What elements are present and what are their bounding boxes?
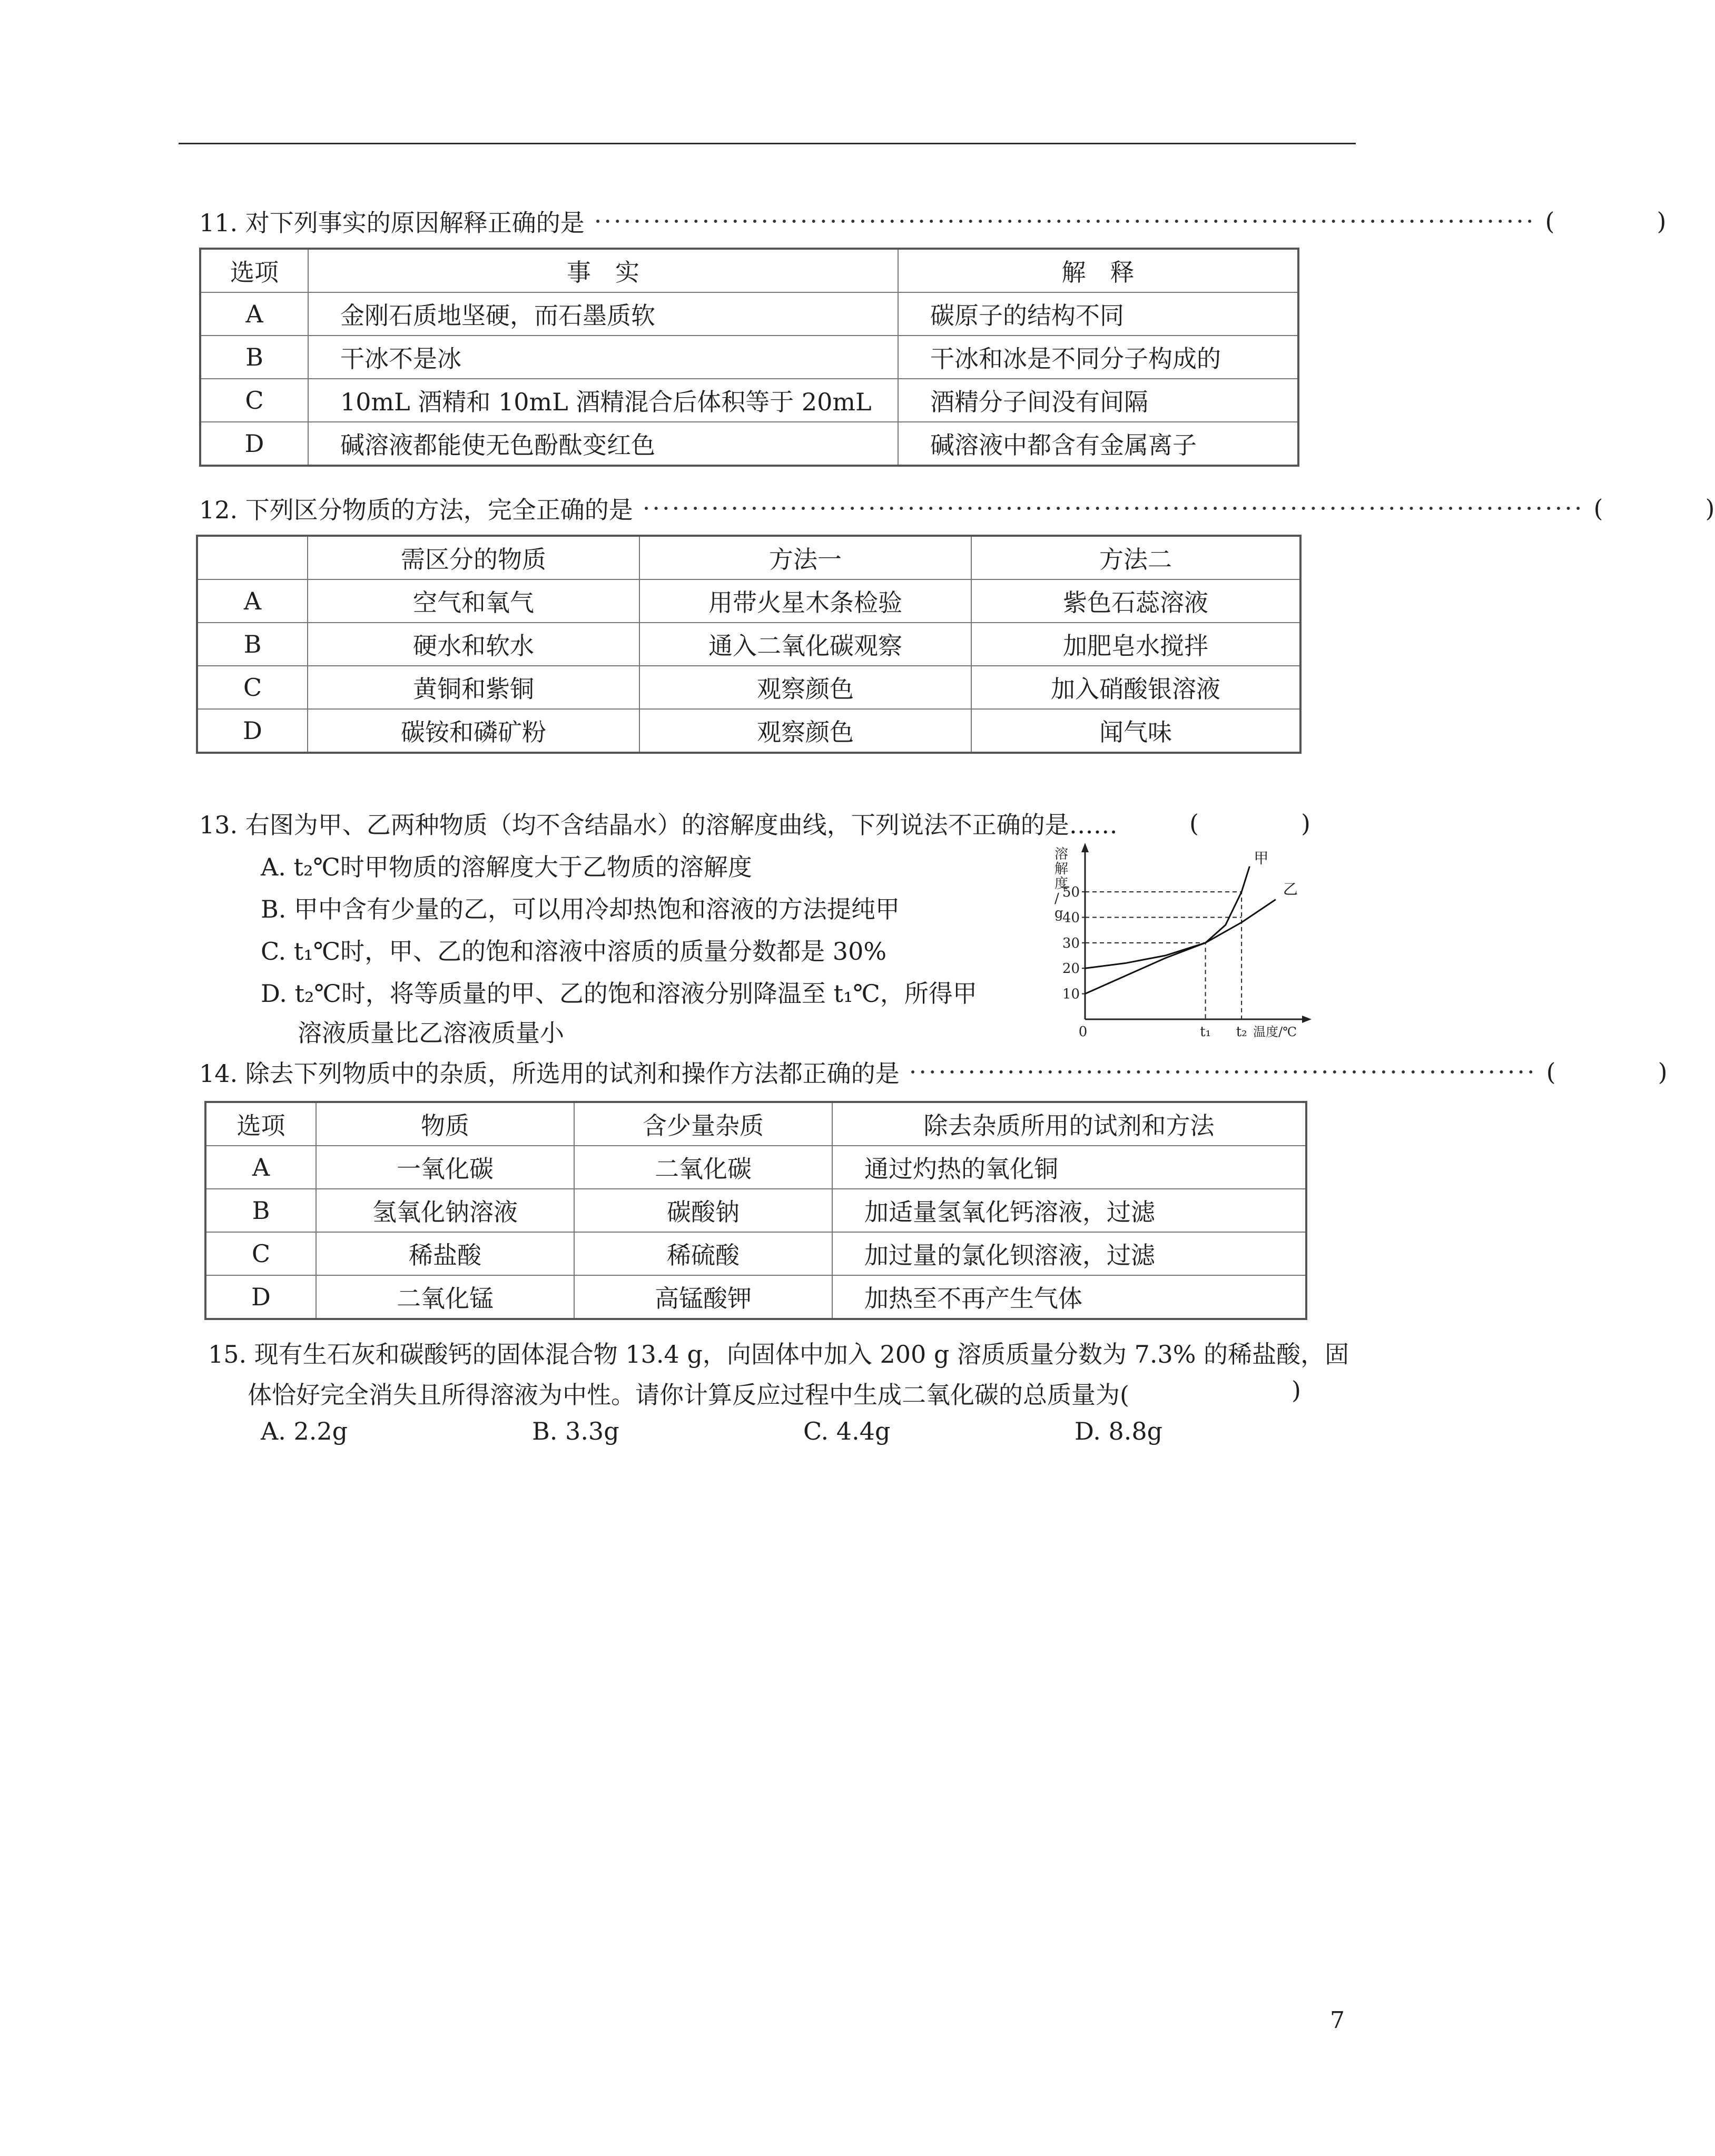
option-cell: B: [197, 623, 308, 666]
q12-stem: 12. 下列区分物质的方法，完全正确的是: [199, 496, 633, 524]
option-cell: C: [197, 666, 308, 709]
table-row: [197, 709, 1300, 753]
q12-table: [196, 535, 1302, 754]
impurity-cell: 稀硫酸: [574, 1232, 832, 1275]
method2-cell: 加肥皂水搅拌: [971, 623, 1300, 666]
q13-option-d[interactable]: D. t₂℃时，将等质量的甲、乙的饱和溶液分别降温至 t₁℃，所得甲: [261, 979, 977, 1008]
header-cell: 事 实: [308, 249, 898, 292]
header-cell: 选项: [200, 249, 308, 292]
q15-answer-paren-close[interactable]: ): [1292, 1376, 1301, 1404]
q13-option-c[interactable]: C. t₁℃时，甲、乙的饱和溶液中溶质的质量分数都是 30%: [261, 937, 887, 966]
method2-cell: 紫色石蕊溶液: [971, 579, 1300, 623]
fact-cell: 金刚石质地坚硬，而石墨质软: [308, 292, 898, 336]
q13-stem-line: [199, 805, 1310, 842]
y-tick-label: 20: [1062, 961, 1080, 977]
y-tick-label: 10: [1062, 986, 1080, 1002]
substance-cell: 二氧化锰: [316, 1275, 574, 1319]
q15-option-d[interactable]: D. 8.8g: [1075, 1417, 1163, 1445]
q13-option-b[interactable]: B. 甲中含有少量的乙，可以用冷却热饱和溶液的方法提纯甲: [261, 895, 900, 923]
table-row: [197, 579, 1300, 623]
table-row: [200, 336, 1298, 379]
q12-stem-line: 12. 下列区分物质的方法，完全正确的是 ································································································ ( ): [199, 490, 1305, 527]
method-cell: 加适量氢氧化钙溶液，过滤: [832, 1189, 1306, 1232]
method1-cell: 用带火星木条检验: [639, 579, 971, 623]
method2-cell: 闻气味: [971, 709, 1300, 753]
q13-answer-paren[interactable]: ( ): [1189, 809, 1310, 838]
method2-cell: 加入硝酸银溶液: [971, 666, 1300, 709]
table-header-row: [205, 1102, 1306, 1146]
t1-guide: [1085, 943, 1206, 1019]
header-rule: [179, 143, 1356, 144]
header-cell: 选项: [205, 1102, 316, 1146]
option-cell: D: [205, 1275, 316, 1319]
explanation-cell: 碱溶液中都含有金属离子: [898, 422, 1298, 466]
impurity-cell: 碳酸钠: [574, 1189, 832, 1232]
table-row: [205, 1146, 1306, 1189]
substance-cell: 空气和氧气: [308, 579, 639, 623]
q14-stem: 14. 除去下列物质中的杂质，所选用的试剂和操作方法都正确的是: [199, 1059, 900, 1088]
x-tick-label: t₁: [1200, 1024, 1211, 1040]
table-header-row: [197, 536, 1300, 579]
series-label: 甲: [1254, 849, 1269, 867]
y-tick-label: 50: [1062, 884, 1080, 901]
y-tick-label: 30: [1062, 935, 1080, 951]
substance-cell: 稀盐酸: [316, 1232, 574, 1275]
q15-stem-line1: 15. 现有生石灰和碳酸钙的固体混合物 13.4 g，向固体中加入 200 g 溶质质量分数为 7.3% 的稀盐酸，固: [208, 1340, 1349, 1369]
explanation-cell: 碳原子的结构不同: [898, 292, 1298, 336]
header-cell: 除去杂质所用的试剂和方法: [832, 1102, 1306, 1146]
option-cell: B: [205, 1189, 316, 1232]
q13-option-d-continued: 溶液质量比乙溶液质量小: [298, 1019, 564, 1047]
substance-cell: 硬水和软水: [308, 623, 639, 666]
table-row: [197, 666, 1300, 709]
header-cell: 方法一: [639, 536, 971, 579]
impurity-cell: 高锰酸钾: [574, 1275, 832, 1319]
q15-option-c[interactable]: C. 4.4g: [803, 1417, 891, 1445]
explanation-cell: 干冰和冰是不同分子构成的: [898, 336, 1298, 379]
option-cell: A: [200, 292, 308, 336]
q13-option-a[interactable]: A. t₂℃时甲物质的溶解度大于乙物质的溶解度: [261, 853, 752, 881]
series-label: 乙: [1283, 880, 1298, 898]
option-cell: D: [197, 709, 308, 753]
method-cell: 加过量的氯化钡溶液，过滤: [832, 1232, 1306, 1275]
q15-option-a[interactable]: A. 2.2g: [261, 1417, 348, 1445]
option-cell: D: [200, 422, 308, 466]
q11-table: [199, 248, 1299, 467]
header-cell: 含少量杂质: [574, 1102, 832, 1146]
method1-cell: 通入二氧化碳观察: [639, 623, 971, 666]
origin-label: 0: [1078, 1024, 1088, 1040]
option-cell: B: [200, 336, 308, 379]
y-axis-label: 溶: [1054, 846, 1069, 862]
header-cell: 解 释: [898, 249, 1298, 292]
fact-cell: 干冰不是冰: [308, 336, 898, 379]
substance-cell: 一氧化碳: [316, 1146, 574, 1189]
table-row: [200, 422, 1298, 466]
option-cell: C: [205, 1232, 316, 1275]
substance-cell: 碳铵和磷矿粉: [308, 709, 639, 753]
substance-cell: 黄铜和紫铜: [308, 666, 639, 709]
q12-answer-paren[interactable]: ( ): [1593, 494, 1715, 523]
table-row: [200, 379, 1298, 422]
y-axis-label: 度: [1054, 876, 1069, 892]
q15-option-b[interactable]: B. 3.3g: [532, 1417, 619, 1445]
x-axis-arrow: [1302, 1016, 1312, 1023]
explanation-cell: 酒精分子间没有间隔: [898, 379, 1298, 422]
header-cell: 需区分的物质: [308, 536, 639, 579]
table-row: [205, 1232, 1306, 1275]
series-line-yi: [1085, 900, 1276, 994]
q11-answer-paren[interactable]: ( ): [1545, 207, 1667, 235]
header-cell: 物质: [316, 1102, 574, 1146]
y-axis-label: /: [1054, 891, 1059, 907]
solubility-chart: [1048, 838, 1322, 1048]
table-row: [205, 1189, 1306, 1232]
table-row: [200, 292, 1298, 336]
page-number: 7: [1330, 2007, 1345, 2034]
x-tick-label: t₂: [1236, 1024, 1247, 1040]
q11-stem-line: 11. 对下列事实的原因解释正确的是 ································································································ ( ): [199, 203, 1305, 240]
impurity-cell: 二氧化碳: [574, 1146, 832, 1189]
header-cell: [197, 536, 308, 579]
fact-cell: 10mL 酒精和 10mL 酒精混合后体积等于 20mL: [308, 379, 898, 422]
method-cell: 加热至不再产生气体: [832, 1275, 1306, 1319]
q11-stem: 11. 对下列事实的原因解释正确的是: [199, 209, 585, 237]
method-cell: 通过灼热的氧化铜: [832, 1146, 1306, 1189]
y-axis-label: g: [1054, 905, 1063, 921]
y-axis-arrow: [1081, 843, 1089, 852]
option-cell: C: [200, 379, 308, 422]
option-cell: A: [197, 579, 308, 623]
substance-cell: 氢氧化钠溶液: [316, 1189, 574, 1232]
header-cell: 方法二: [971, 536, 1300, 579]
option-cell: A: [205, 1146, 316, 1189]
table-row: [197, 623, 1300, 666]
fact-cell: 碱溶液都能使无色酚酞变红色: [308, 422, 898, 466]
method1-cell: 观察颜色: [639, 666, 971, 709]
q15-stem-line2: 体恰好完全消失且所得溶液为中性。请你计算反应过程中生成二氧化碳的总质量为( ): [248, 1376, 1301, 1409]
method1-cell: 观察颜色: [639, 709, 971, 753]
table-header-row: [200, 249, 1298, 292]
q13-stem: 13. 右图为甲、乙两种物质（均不含结晶水）的溶解度曲线，下列说法不正确的是……: [199, 811, 1118, 839]
x-axis-label: 温度/℃: [1253, 1025, 1297, 1039]
table-row: [205, 1275, 1306, 1319]
q14-stem-line: 14. 除去下列物质中的杂质，所选用的试剂和操作方法都正确的是 ································································ ( ): [199, 1054, 1310, 1090]
y-axis-label: 解: [1054, 861, 1069, 877]
q14-table: [204, 1101, 1307, 1320]
q14-answer-paren[interactable]: ( ): [1546, 1058, 1668, 1086]
y-tick-label: 40: [1062, 910, 1080, 926]
